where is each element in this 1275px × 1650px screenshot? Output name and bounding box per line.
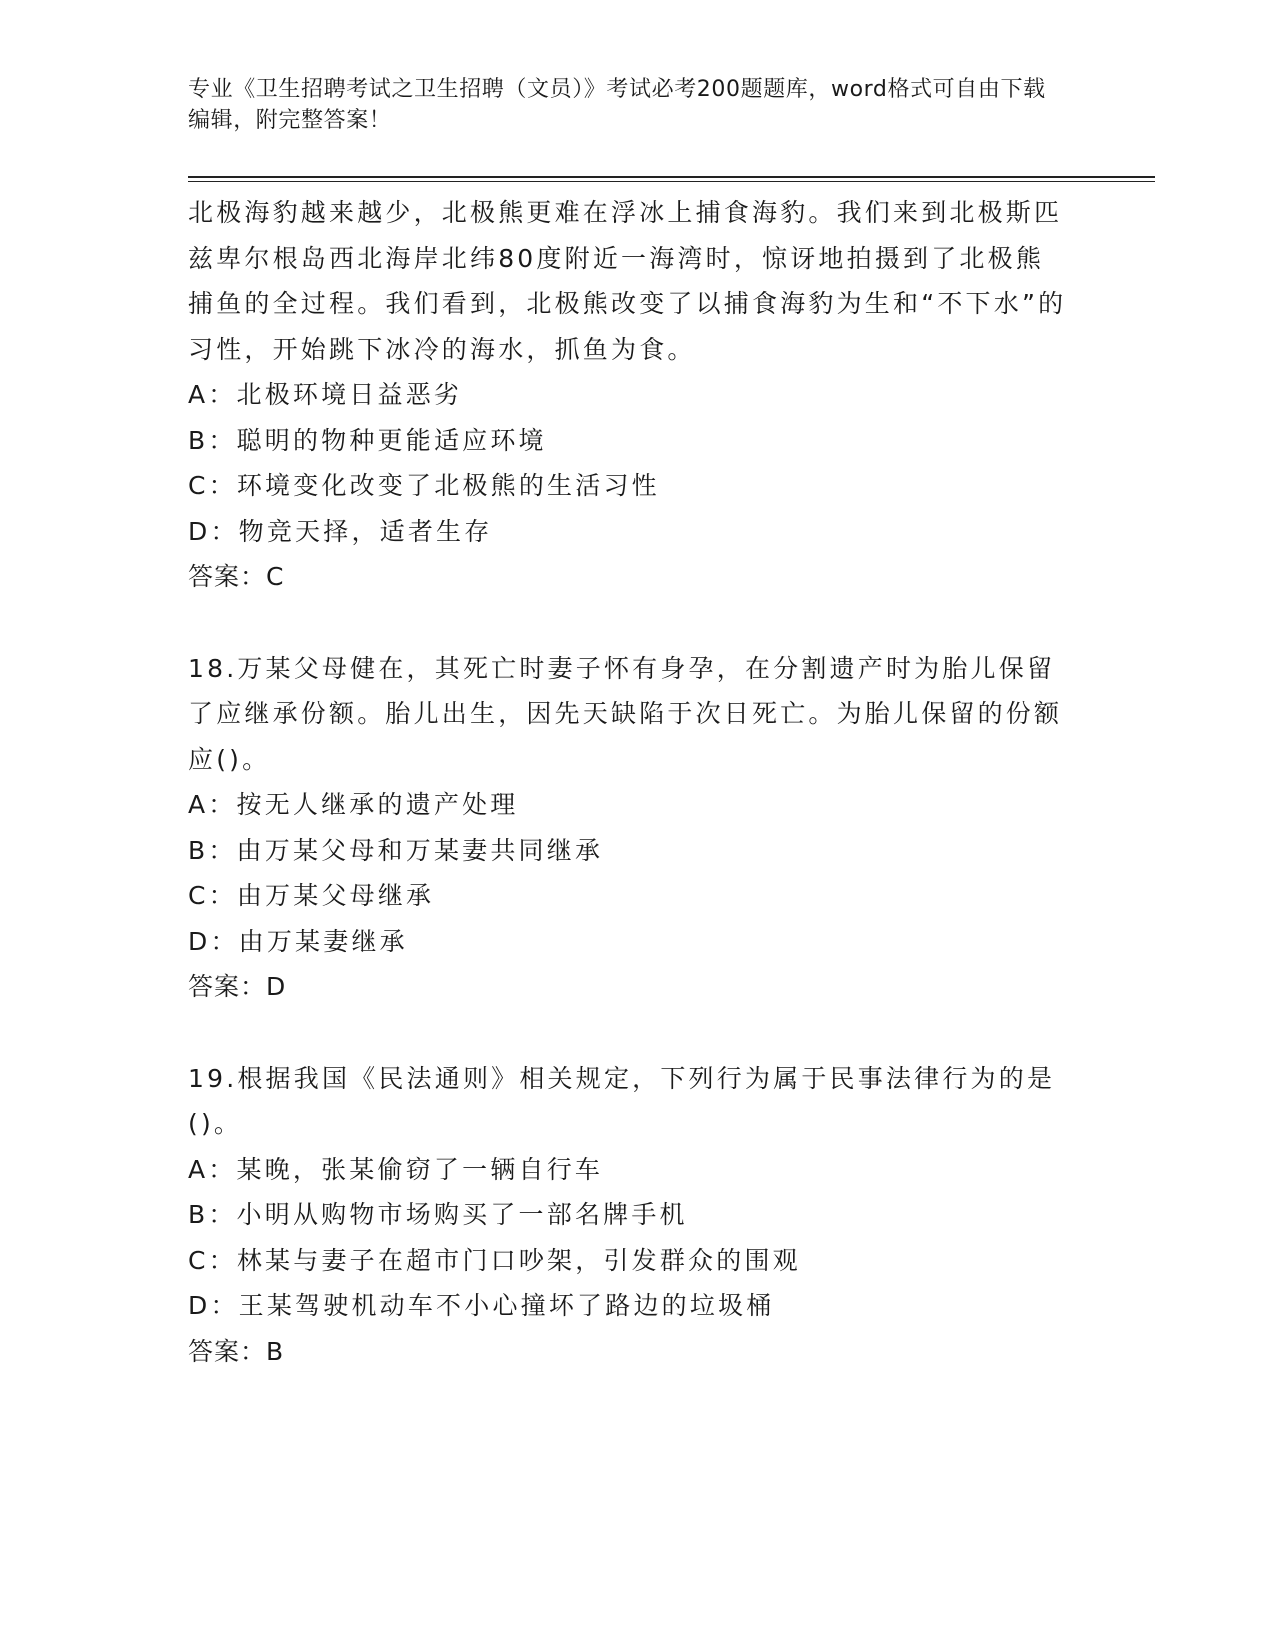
option-d: D：物竞天择，适者生存: [188, 516, 493, 546]
question-stem: 18.万某父母健在，其死亡时妻子怀有身孕，在分割遗产时为胎儿保留了应继承份额。胎儿出生，因先天缺陷于次日死亡。为胎儿保留的份额应()。: [188, 653, 1063, 774]
option-d: D：王某驾驶机动车不小心撞坏了路边的垃圾桶: [188, 1291, 775, 1320]
answer-line: 答案：D: [188, 972, 287, 1001]
question-stem: 北极海豹越来越少，北极熊更难在浮冰上捕食海豹。我们来到北极斯匹兹卑尔根岛西北海岸北纬80度附近一海湾时，惊讶地拍摄到了北极熊捕鱼的全过程。我们看到，北极熊改变了以捕食海豹为生和“不下水”的习性，开始跳下冰冷的海水，抓鱼为食。: [188, 198, 1067, 364]
question-19: [188, 1056, 1068, 1375]
question-list: [188, 190, 1068, 1374]
question-stem: 19.根据我国《民法通则》相关规定，下列行为属于民事法律行为的是()。: [188, 1063, 1056, 1138]
option-b: B：聪明的物种更能适应环境: [188, 425, 547, 455]
option-c: C：环境变化改变了北极熊的生活习性: [188, 471, 660, 500]
question-gap: [188, 600, 1068, 646]
header-divider-thin: [188, 181, 1155, 182]
header-divider-thick: [188, 176, 1155, 178]
question-18: [188, 646, 1068, 1010]
option-d: D：由万某妻继承: [188, 926, 408, 956]
question-gap: [188, 1010, 1068, 1056]
option-a: A：某晚，张某偷窃了一辆自行车: [188, 1154, 604, 1184]
option-a: A：按无人继承的遗产处理: [188, 790, 519, 819]
question-17: [188, 190, 1068, 600]
option-a: A：北极环境日益恶劣: [188, 380, 463, 409]
answer-line: 答案：C: [188, 562, 285, 591]
document-header: 专业《卫生招聘考试之卫生招聘（文员）》考试必考200题题库，word格式可自由下载编辑，附完整答案！: [188, 77, 1046, 133]
option-b: B：由万某父母和万某妻共同继承: [188, 835, 604, 865]
option-c: C：由万某父母继承: [188, 881, 435, 910]
answer-line: 答案：B: [188, 1336, 285, 1366]
option-c: C：林某与妻子在超市门口吵架，引发群众的围观: [188, 1245, 801, 1275]
option-b: B：小明从购物市场购买了一部名牌手机: [188, 1200, 688, 1229]
